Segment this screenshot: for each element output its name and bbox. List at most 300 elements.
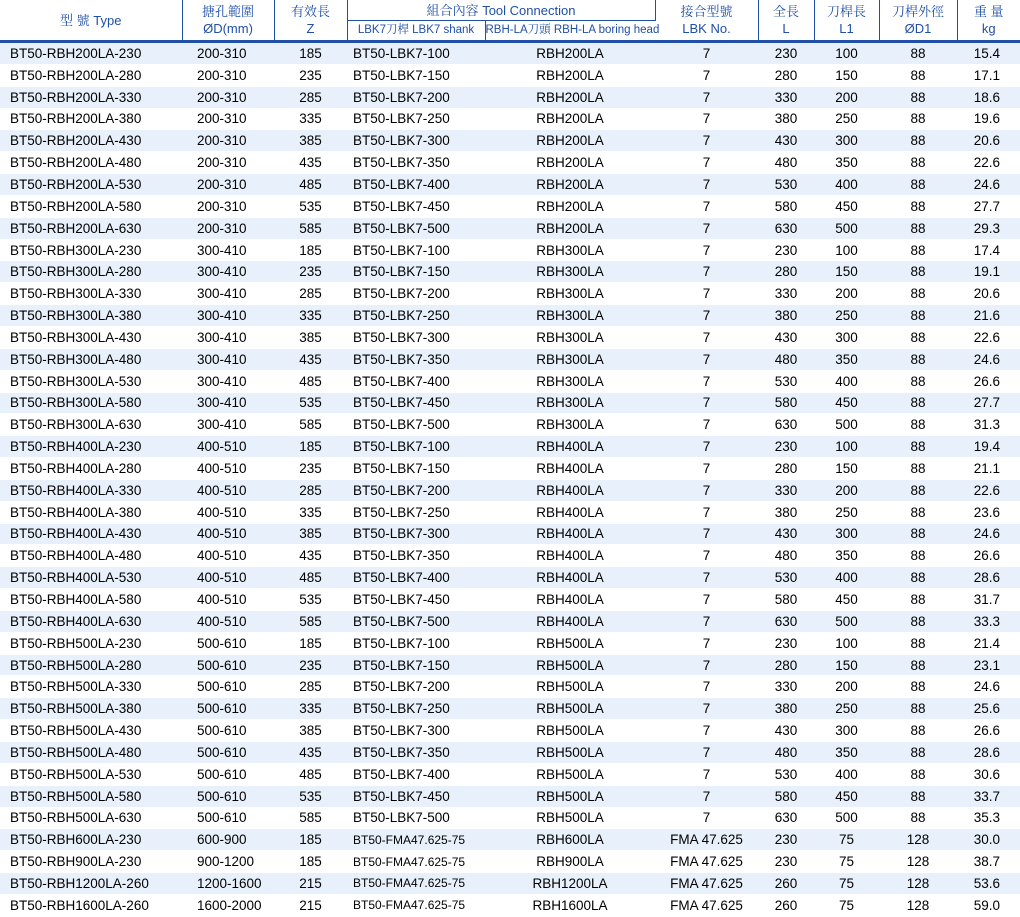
cell-length: 580 bbox=[758, 785, 814, 807]
cell-d1: 88 bbox=[879, 64, 957, 86]
cell-d1: 88 bbox=[879, 654, 957, 676]
cell-weight: 24.6 bbox=[957, 348, 1020, 370]
cell-shank: BT50-LBK7-150 bbox=[347, 458, 485, 480]
cell-bore-range: 200-310 bbox=[182, 152, 274, 174]
cell-weight: 17.4 bbox=[957, 239, 1020, 261]
cell-weight: 20.6 bbox=[957, 283, 1020, 305]
cell-z: 585 bbox=[274, 217, 347, 239]
cell-l1: 75 bbox=[814, 894, 879, 916]
cell-weight: 31.3 bbox=[957, 414, 1020, 436]
cell-l1: 350 bbox=[814, 152, 879, 174]
cell-length: 430 bbox=[758, 326, 814, 348]
cell-z: 285 bbox=[274, 676, 347, 698]
cell-length: 630 bbox=[758, 217, 814, 239]
cell-boring-head: RBH200LA bbox=[485, 108, 655, 130]
cell-boring-head: RBH400LA bbox=[485, 458, 655, 480]
cell-weight: 15.4 bbox=[957, 42, 1020, 65]
cell-bore-range: 500-610 bbox=[182, 654, 274, 676]
cell-d1: 88 bbox=[879, 676, 957, 698]
cell-boring-head: RBH200LA bbox=[485, 130, 655, 152]
cell-z: 535 bbox=[274, 785, 347, 807]
cell-shank: BT50-LBK7-400 bbox=[347, 567, 485, 589]
table-row bbox=[0, 261, 1020, 283]
cell-bore-range: 400-510 bbox=[182, 436, 274, 458]
cell-shank: BT50-LBK7-500 bbox=[347, 217, 485, 239]
cell-z: 535 bbox=[274, 589, 347, 611]
cell-length: 580 bbox=[758, 195, 814, 217]
cell-l1: 100 bbox=[814, 632, 879, 654]
cell-l1: 400 bbox=[814, 567, 879, 589]
table-row bbox=[0, 873, 1020, 895]
table-row bbox=[0, 829, 1020, 851]
table-row bbox=[0, 195, 1020, 217]
cell-lbk-no: 7 bbox=[655, 654, 758, 676]
cell-lbk-no: 7 bbox=[655, 108, 758, 130]
cell-bore-range: 500-610 bbox=[182, 698, 274, 720]
cell-bore-range: 200-310 bbox=[182, 86, 274, 108]
cell-z: 385 bbox=[274, 720, 347, 742]
cell-length: 630 bbox=[758, 610, 814, 632]
cell-bore-range: 300-410 bbox=[182, 348, 274, 370]
cell-length: 480 bbox=[758, 152, 814, 174]
cell-bore-range: 400-510 bbox=[182, 610, 274, 632]
cell-shank: BT50-FMA47.625-75 bbox=[347, 851, 485, 873]
cell-boring-head: RBH400LA bbox=[485, 523, 655, 545]
cell-shank: BT50-LBK7-100 bbox=[347, 632, 485, 654]
cell-lbk-no: 7 bbox=[655, 174, 758, 196]
cell-type: BT50-RBH400LA-330 bbox=[0, 479, 182, 501]
cell-lbk-no: 7 bbox=[655, 152, 758, 174]
cell-boring-head: RBH500LA bbox=[485, 676, 655, 698]
table-row bbox=[0, 239, 1020, 261]
header-bore: 搪孔範圍 ØD(mm) bbox=[182, 0, 274, 42]
table-row bbox=[0, 392, 1020, 414]
cell-z: 185 bbox=[274, 239, 347, 261]
cell-length: 480 bbox=[758, 348, 814, 370]
cell-bore-range: 500-610 bbox=[182, 720, 274, 742]
cell-boring-head: RBH200LA bbox=[485, 195, 655, 217]
cell-length: 330 bbox=[758, 86, 814, 108]
cell-boring-head: RBH300LA bbox=[485, 283, 655, 305]
cell-l1: 250 bbox=[814, 305, 879, 327]
cell-bore-range: 500-610 bbox=[182, 742, 274, 764]
cell-bore-range: 300-410 bbox=[182, 392, 274, 414]
cell-bore-range: 900-1200 bbox=[182, 851, 274, 873]
cell-boring-head: RBH300LA bbox=[485, 348, 655, 370]
cell-shank: BT50-LBK7-450 bbox=[347, 195, 485, 217]
cell-type: BT50-RBH400LA-480 bbox=[0, 545, 182, 567]
cell-z: 485 bbox=[274, 370, 347, 392]
cell-type: BT50-RBH300LA-630 bbox=[0, 414, 182, 436]
cell-lbk-no: 7 bbox=[655, 370, 758, 392]
cell-type: BT50-RBH200LA-630 bbox=[0, 217, 182, 239]
cell-d1: 128 bbox=[879, 829, 957, 851]
cell-weight: 26.6 bbox=[957, 720, 1020, 742]
cell-type: BT50-RBH400LA-230 bbox=[0, 436, 182, 458]
cell-bore-range: 300-410 bbox=[182, 370, 274, 392]
header-type: 型 號 Type bbox=[0, 0, 182, 42]
cell-d1: 88 bbox=[879, 217, 957, 239]
cell-weight: 26.6 bbox=[957, 545, 1020, 567]
table-row bbox=[0, 545, 1020, 567]
cell-boring-head: RBH400LA bbox=[485, 589, 655, 611]
table-row bbox=[0, 589, 1020, 611]
cell-lbk-no: 7 bbox=[655, 348, 758, 370]
table-row bbox=[0, 217, 1020, 239]
cell-l1: 75 bbox=[814, 829, 879, 851]
cell-l1: 350 bbox=[814, 348, 879, 370]
table-row bbox=[0, 130, 1020, 152]
cell-type: BT50-RBH300LA-480 bbox=[0, 348, 182, 370]
cell-shank: BT50-LBK7-250 bbox=[347, 108, 485, 130]
cell-l1: 400 bbox=[814, 763, 879, 785]
cell-d1: 88 bbox=[879, 305, 957, 327]
cell-l1: 500 bbox=[814, 414, 879, 436]
cell-shank: BT50-LBK7-400 bbox=[347, 370, 485, 392]
cell-lbk-no: 7 bbox=[655, 545, 758, 567]
cell-length: 530 bbox=[758, 567, 814, 589]
cell-boring-head: RBH200LA bbox=[485, 42, 655, 65]
table-row bbox=[0, 174, 1020, 196]
cell-boring-head: RBH200LA bbox=[485, 217, 655, 239]
cell-shank: BT50-LBK7-150 bbox=[347, 261, 485, 283]
cell-z: 385 bbox=[274, 130, 347, 152]
cell-length: 430 bbox=[758, 523, 814, 545]
cell-shank: BT50-LBK7-250 bbox=[347, 698, 485, 720]
cell-boring-head: RBH900LA bbox=[485, 851, 655, 873]
cell-l1: 75 bbox=[814, 873, 879, 895]
table-row bbox=[0, 763, 1020, 785]
cell-weight: 22.6 bbox=[957, 152, 1020, 174]
cell-shank: BT50-LBK7-500 bbox=[347, 807, 485, 829]
cell-l1: 300 bbox=[814, 523, 879, 545]
cell-d1: 88 bbox=[879, 195, 957, 217]
cell-d1: 88 bbox=[879, 545, 957, 567]
cell-lbk-no: 7 bbox=[655, 414, 758, 436]
cell-lbk-no: 7 bbox=[655, 283, 758, 305]
header-weight: 重 量 kg bbox=[957, 0, 1020, 42]
cell-lbk-no: 7 bbox=[655, 523, 758, 545]
table-row bbox=[0, 807, 1020, 829]
cell-l1: 100 bbox=[814, 436, 879, 458]
cell-boring-head: RBH300LA bbox=[485, 305, 655, 327]
cell-type: BT50-RBH1200LA-260 bbox=[0, 873, 182, 895]
cell-bore-range: 400-510 bbox=[182, 545, 274, 567]
cell-bore-range: 400-510 bbox=[182, 523, 274, 545]
cell-shank: BT50-LBK7-450 bbox=[347, 392, 485, 414]
cell-l1: 100 bbox=[814, 42, 879, 65]
cell-d1: 88 bbox=[879, 326, 957, 348]
cell-z: 185 bbox=[274, 436, 347, 458]
cell-shank: BT50-LBK7-450 bbox=[347, 589, 485, 611]
cell-boring-head: RBH500LA bbox=[485, 807, 655, 829]
table-row bbox=[0, 108, 1020, 130]
cell-type: BT50-RBH400LA-430 bbox=[0, 523, 182, 545]
cell-weight: 22.6 bbox=[957, 479, 1020, 501]
cell-boring-head: RBH200LA bbox=[485, 152, 655, 174]
cell-l1: 300 bbox=[814, 326, 879, 348]
cell-shank: BT50-FMA47.625-75 bbox=[347, 894, 485, 916]
cell-type: BT50-RBH500LA-580 bbox=[0, 785, 182, 807]
cell-type: BT50-RBH500LA-380 bbox=[0, 698, 182, 720]
table-row bbox=[0, 501, 1020, 523]
cell-weight: 27.7 bbox=[957, 392, 1020, 414]
table-row bbox=[0, 305, 1020, 327]
cell-d1: 88 bbox=[879, 174, 957, 196]
cell-bore-range: 500-610 bbox=[182, 763, 274, 785]
cell-l1: 400 bbox=[814, 370, 879, 392]
cell-type: BT50-RBH400LA-630 bbox=[0, 610, 182, 632]
cell-weight: 21.1 bbox=[957, 458, 1020, 480]
cell-lbk-no: 7 bbox=[655, 86, 758, 108]
cell-shank: BT50-LBK7-350 bbox=[347, 545, 485, 567]
cell-length: 330 bbox=[758, 283, 814, 305]
cell-d1: 88 bbox=[879, 785, 957, 807]
cell-weight: 35.3 bbox=[957, 807, 1020, 829]
header-z: 有效長 Z bbox=[274, 0, 347, 42]
cell-l1: 200 bbox=[814, 676, 879, 698]
cell-type: BT50-RBH200LA-230 bbox=[0, 42, 182, 65]
cell-lbk-no: 7 bbox=[655, 807, 758, 829]
cell-weight: 30.0 bbox=[957, 829, 1020, 851]
cell-weight: 21.6 bbox=[957, 305, 1020, 327]
table-row bbox=[0, 326, 1020, 348]
cell-shank: BT50-LBK7-100 bbox=[347, 436, 485, 458]
cell-l1: 300 bbox=[814, 130, 879, 152]
cell-boring-head: RBH400LA bbox=[485, 567, 655, 589]
cell-length: 280 bbox=[758, 458, 814, 480]
cell-l1: 500 bbox=[814, 610, 879, 632]
table-row bbox=[0, 567, 1020, 589]
table-row bbox=[0, 370, 1020, 392]
cell-boring-head: RBH400LA bbox=[485, 545, 655, 567]
cell-bore-range: 300-410 bbox=[182, 414, 274, 436]
cell-z: 385 bbox=[274, 326, 347, 348]
cell-d1: 88 bbox=[879, 348, 957, 370]
cell-length: 230 bbox=[758, 239, 814, 261]
cell-d1: 88 bbox=[879, 239, 957, 261]
cell-boring-head: RBH200LA bbox=[485, 64, 655, 86]
table-body bbox=[0, 42, 1020, 917]
table-row bbox=[0, 523, 1020, 545]
cell-bore-range: 500-610 bbox=[182, 807, 274, 829]
cell-z: 585 bbox=[274, 414, 347, 436]
cell-type: BT50-RBH900LA-230 bbox=[0, 851, 182, 873]
cell-length: 480 bbox=[758, 742, 814, 764]
cell-length: 430 bbox=[758, 130, 814, 152]
cell-type: BT50-RBH200LA-380 bbox=[0, 108, 182, 130]
cell-length: 230 bbox=[758, 42, 814, 65]
cell-z: 485 bbox=[274, 174, 347, 196]
table-row bbox=[0, 632, 1020, 654]
cell-l1: 250 bbox=[814, 698, 879, 720]
cell-weight: 25.6 bbox=[957, 698, 1020, 720]
cell-type: BT50-RBH500LA-330 bbox=[0, 676, 182, 698]
cell-length: 380 bbox=[758, 108, 814, 130]
cell-boring-head: RBH500LA bbox=[485, 632, 655, 654]
cell-weight: 31.7 bbox=[957, 589, 1020, 611]
cell-z: 485 bbox=[274, 567, 347, 589]
table-header bbox=[0, 0, 1020, 42]
cell-bore-range: 1600-2000 bbox=[182, 894, 274, 916]
header-lbk: 接合型號 LBK No. bbox=[655, 0, 758, 42]
cell-lbk-no: 7 bbox=[655, 239, 758, 261]
cell-d1: 88 bbox=[879, 742, 957, 764]
cell-lbk-no: 7 bbox=[655, 632, 758, 654]
cell-l1: 100 bbox=[814, 239, 879, 261]
cell-l1: 450 bbox=[814, 589, 879, 611]
cell-shank: BT50-LBK7-300 bbox=[347, 720, 485, 742]
cell-l1: 150 bbox=[814, 458, 879, 480]
cell-bore-range: 500-610 bbox=[182, 676, 274, 698]
cell-bore-range: 300-410 bbox=[182, 261, 274, 283]
cell-length: 530 bbox=[758, 370, 814, 392]
cell-lbk-no: 7 bbox=[655, 589, 758, 611]
cell-length: 280 bbox=[758, 654, 814, 676]
cell-shank: BT50-LBK7-150 bbox=[347, 64, 485, 86]
cell-weight: 29.3 bbox=[957, 217, 1020, 239]
cell-type: BT50-RBH600LA-230 bbox=[0, 829, 182, 851]
table-row bbox=[0, 676, 1020, 698]
cell-d1: 88 bbox=[879, 370, 957, 392]
cell-shank: BT50-LBK7-100 bbox=[347, 42, 485, 65]
cell-weight: 21.4 bbox=[957, 632, 1020, 654]
cell-shank: BT50-LBK7-200 bbox=[347, 479, 485, 501]
cell-weight: 53.6 bbox=[957, 873, 1020, 895]
cell-type: BT50-RBH500LA-230 bbox=[0, 632, 182, 654]
cell-boring-head: RBH300LA bbox=[485, 414, 655, 436]
cell-lbk-no: 7 bbox=[655, 698, 758, 720]
cell-lbk-no: 7 bbox=[655, 392, 758, 414]
cell-z: 435 bbox=[274, 348, 347, 370]
table-row bbox=[0, 414, 1020, 436]
cell-l1: 150 bbox=[814, 654, 879, 676]
cell-l1: 200 bbox=[814, 479, 879, 501]
cell-bore-range: 600-900 bbox=[182, 829, 274, 851]
header-shank: LBK7刀桿 LBK7 shank bbox=[347, 21, 485, 42]
cell-weight: 17.1 bbox=[957, 64, 1020, 86]
cell-boring-head: RBH500LA bbox=[485, 785, 655, 807]
cell-boring-head: RBH300LA bbox=[485, 239, 655, 261]
cell-lbk-no: 7 bbox=[655, 501, 758, 523]
cell-l1: 250 bbox=[814, 108, 879, 130]
cell-lbk-no: FMA 47.625 bbox=[655, 829, 758, 851]
cell-d1: 88 bbox=[879, 807, 957, 829]
cell-type: BT50-RBH200LA-530 bbox=[0, 174, 182, 196]
cell-bore-range: 200-310 bbox=[182, 130, 274, 152]
cell-length: 230 bbox=[758, 632, 814, 654]
cell-type: BT50-RBH300LA-580 bbox=[0, 392, 182, 414]
cell-shank: BT50-LBK7-200 bbox=[347, 86, 485, 108]
cell-type: BT50-RBH300LA-380 bbox=[0, 305, 182, 327]
cell-weight: 24.6 bbox=[957, 523, 1020, 545]
cell-bore-range: 400-510 bbox=[182, 501, 274, 523]
cell-length: 580 bbox=[758, 589, 814, 611]
cell-type: BT50-RBH300LA-530 bbox=[0, 370, 182, 392]
cell-z: 585 bbox=[274, 610, 347, 632]
cell-z: 285 bbox=[274, 479, 347, 501]
cell-weight: 19.1 bbox=[957, 261, 1020, 283]
cell-l1: 150 bbox=[814, 261, 879, 283]
cell-boring-head: RBH300LA bbox=[485, 261, 655, 283]
cell-z: 185 bbox=[274, 42, 347, 65]
cell-z: 215 bbox=[274, 873, 347, 895]
cell-length: 330 bbox=[758, 676, 814, 698]
cell-type: BT50-RBH300LA-230 bbox=[0, 239, 182, 261]
cell-lbk-no: FMA 47.625 bbox=[655, 873, 758, 895]
cell-length: 530 bbox=[758, 174, 814, 196]
cell-bore-range: 400-510 bbox=[182, 458, 274, 480]
cell-d1: 88 bbox=[879, 501, 957, 523]
cell-weight: 27.7 bbox=[957, 195, 1020, 217]
table-row bbox=[0, 348, 1020, 370]
table-row bbox=[0, 283, 1020, 305]
cell-l1: 500 bbox=[814, 217, 879, 239]
cell-bore-range: 200-310 bbox=[182, 42, 274, 65]
cell-type: BT50-RBH400LA-580 bbox=[0, 589, 182, 611]
cell-lbk-no: FMA 47.625 bbox=[655, 894, 758, 916]
cell-shank: BT50-LBK7-500 bbox=[347, 414, 485, 436]
table-row bbox=[0, 785, 1020, 807]
cell-weight: 20.6 bbox=[957, 130, 1020, 152]
cell-d1: 88 bbox=[879, 720, 957, 742]
cell-length: 280 bbox=[758, 64, 814, 86]
cell-length: 230 bbox=[758, 829, 814, 851]
cell-l1: 200 bbox=[814, 86, 879, 108]
cell-z: 435 bbox=[274, 545, 347, 567]
cell-shank: BT50-LBK7-350 bbox=[347, 152, 485, 174]
cell-weight: 19.6 bbox=[957, 108, 1020, 130]
cell-boring-head: RBH200LA bbox=[485, 86, 655, 108]
cell-type: BT50-RBH400LA-280 bbox=[0, 458, 182, 480]
cell-boring-head: RBH400LA bbox=[485, 479, 655, 501]
cell-d1: 88 bbox=[879, 152, 957, 174]
cell-z: 235 bbox=[274, 261, 347, 283]
cell-shank: BT50-LBK7-450 bbox=[347, 785, 485, 807]
cell-shank: BT50-LBK7-200 bbox=[347, 283, 485, 305]
cell-lbk-no: 7 bbox=[655, 64, 758, 86]
cell-shank: BT50-LBK7-350 bbox=[347, 742, 485, 764]
cell-boring-head: RBH1600LA bbox=[485, 894, 655, 916]
cell-bore-range: 200-310 bbox=[182, 195, 274, 217]
cell-d1: 88 bbox=[879, 414, 957, 436]
cell-z: 535 bbox=[274, 195, 347, 217]
cell-d1: 88 bbox=[879, 458, 957, 480]
cell-bore-range: 1200-1600 bbox=[182, 873, 274, 895]
cell-length: 530 bbox=[758, 763, 814, 785]
cell-lbk-no: 7 bbox=[655, 130, 758, 152]
cell-shank: BT50-LBK7-200 bbox=[347, 676, 485, 698]
cell-d1: 88 bbox=[879, 523, 957, 545]
cell-lbk-no: 7 bbox=[655, 217, 758, 239]
table-row bbox=[0, 152, 1020, 174]
cell-boring-head: RBH500LA bbox=[485, 742, 655, 764]
cell-type: BT50-RBH200LA-480 bbox=[0, 152, 182, 174]
cell-l1: 500 bbox=[814, 807, 879, 829]
cell-type: BT50-RBH300LA-330 bbox=[0, 283, 182, 305]
cell-l1: 450 bbox=[814, 195, 879, 217]
cell-weight: 23.6 bbox=[957, 501, 1020, 523]
cell-d1: 88 bbox=[879, 42, 957, 65]
cell-weight: 18.6 bbox=[957, 86, 1020, 108]
cell-shank: BT50-FMA47.625-75 bbox=[347, 829, 485, 851]
cell-type: BT50-RBH400LA-380 bbox=[0, 501, 182, 523]
cell-z: 235 bbox=[274, 654, 347, 676]
cell-d1: 88 bbox=[879, 763, 957, 785]
cell-length: 380 bbox=[758, 305, 814, 327]
cell-bore-range: 400-510 bbox=[182, 589, 274, 611]
header-tool-connection: 組合內容 Tool Connection bbox=[347, 0, 655, 21]
